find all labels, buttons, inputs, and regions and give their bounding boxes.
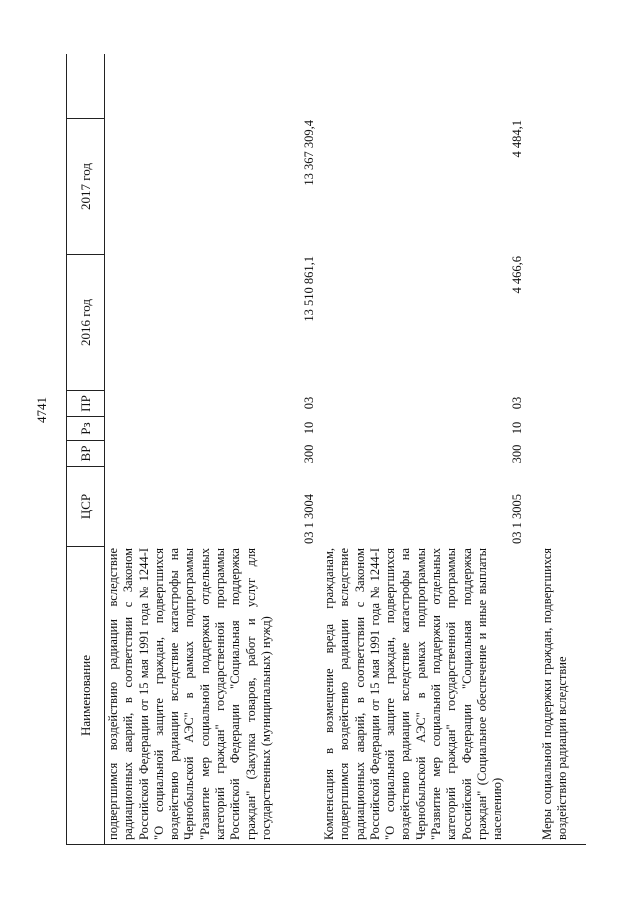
page-number: 4741 xyxy=(34,397,49,423)
header-2017: 2017 год xyxy=(67,118,104,254)
table-row xyxy=(540,54,584,844)
row-vr: 300 xyxy=(302,444,316,464)
row-csr: 03 1 3005 xyxy=(510,494,524,544)
header-name: Наименование xyxy=(67,546,104,844)
table-row xyxy=(106,54,318,844)
table-header xyxy=(66,54,105,844)
header-rz: Рз xyxy=(67,416,104,440)
row-name: Компенсация в возмещение вреда гражданам, подвергшимся воздействию радиации вследствие радиационных аварий, в соответствии с Законом Российской Федерации от 15 мая 1991 года № 1244-I "О социальной защите граждан, подвергшихся воздействию радиации вследствие катастрофы на Чернобыльской АЭС" в рамках подпрограммы "Развитие мер социальной поддержки отдельных категорий граждан" государственной программы Российской Федерации "Социальная поддержка граждан" (Социальное обеспечение и иные выплаты населению) xyxy=(322,548,505,840)
row-csr: 03 1 3004 xyxy=(302,494,316,544)
budget-table xyxy=(66,55,586,845)
row-name: Меры социальной поддержки граждан, подвергшихся воздействию радиации вследствие xyxy=(540,548,570,840)
header-csr: ЦСР xyxy=(67,466,104,546)
header-vr: ВР xyxy=(67,440,104,466)
row-2017: 13 367 309,4 xyxy=(302,120,316,186)
table-row xyxy=(322,54,534,844)
row-2016: 4 466,6 xyxy=(510,256,524,294)
row-name: подвергшимся воздействию радиации вследствие радиационных аварий, в соответствии с Законом Российской Федерации от 15 мая 1991 года № 1244-I "О социальной защите граждан, подвергшихся воздействию радиации вследствие катастрофы на Чернобыльской АЭС" в рамках подпрограммы "Развитие мер социальной поддержки отдельных категорий граждан" государственной программы Российской Федерации "Социальная поддержка граждан" (Закупка товаров, работ и услуг для государственных (муниципальных) нужд) xyxy=(106,548,273,840)
row-2016: 13 510 861,1 xyxy=(302,256,316,322)
header-pr: ПР xyxy=(67,390,104,416)
row-rz: 10 xyxy=(302,421,316,435)
row-rz: 10 xyxy=(510,421,524,435)
row-vr: 300 xyxy=(510,444,524,464)
header-2016: 2016 год xyxy=(67,254,104,390)
row-pr: 03 xyxy=(510,396,524,410)
row-2017: 4 484,1 xyxy=(510,120,524,158)
row-pr: 03 xyxy=(302,396,316,410)
